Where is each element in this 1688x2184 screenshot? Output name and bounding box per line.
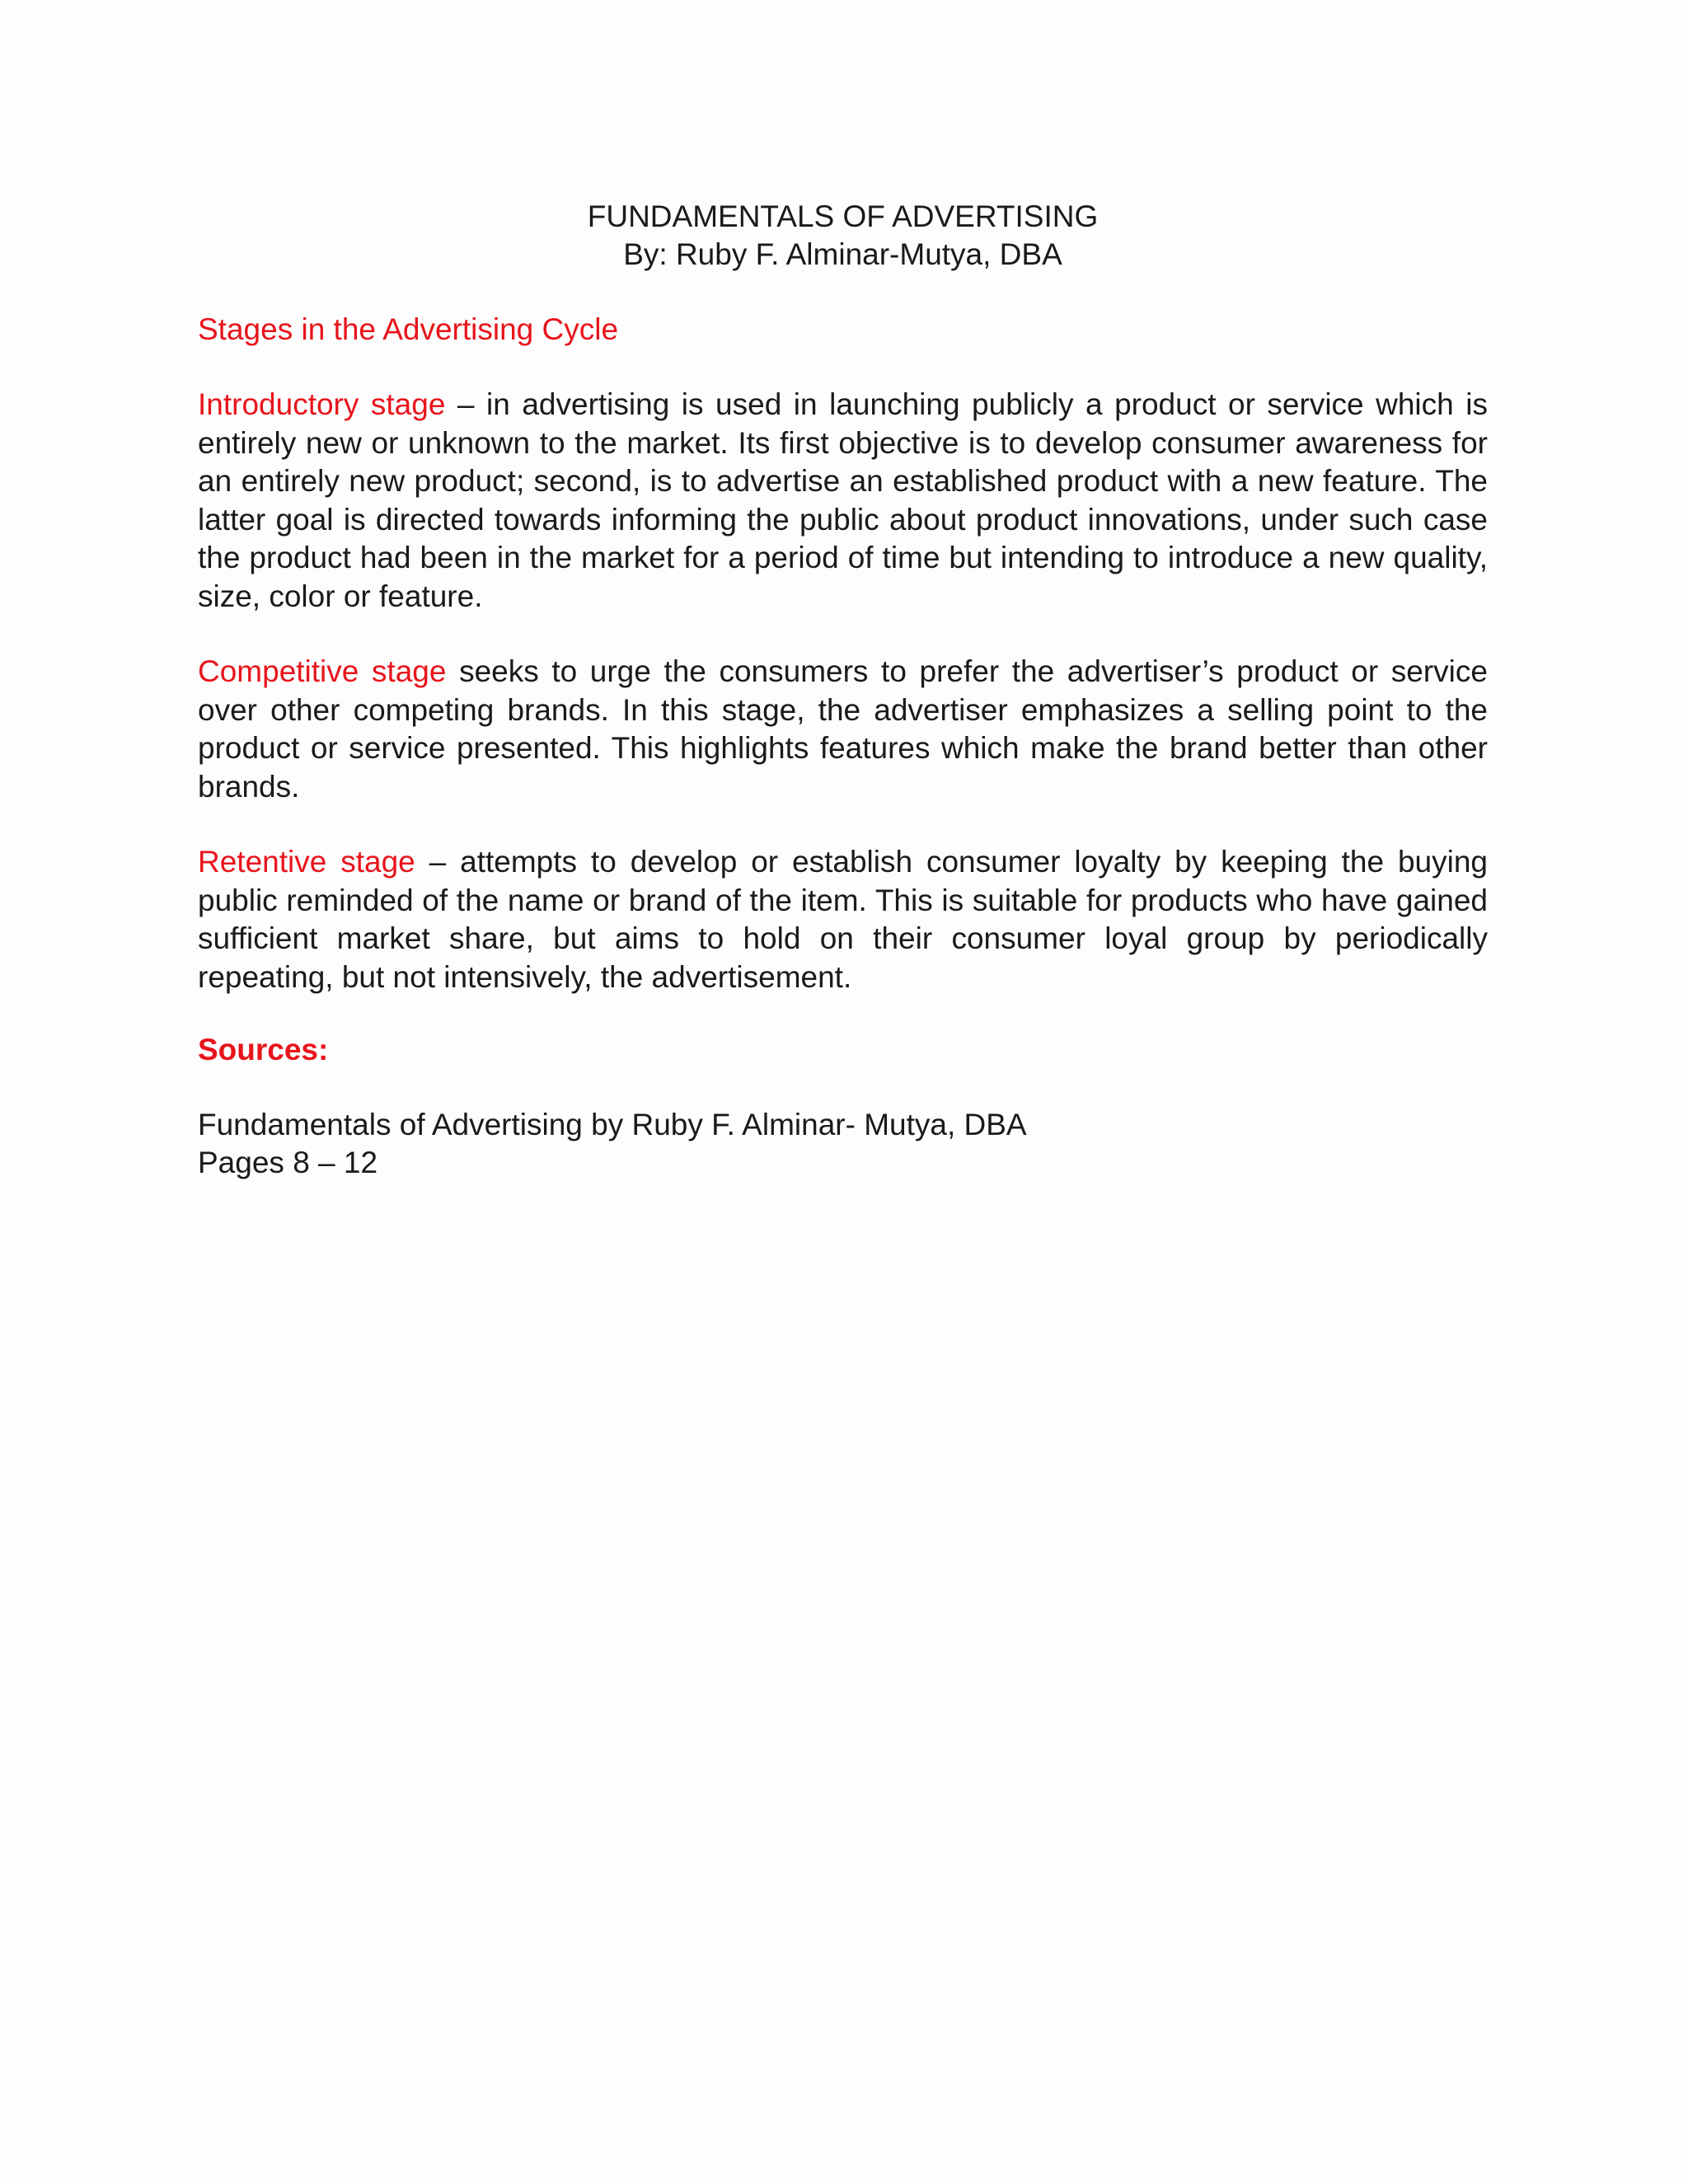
document-byline: By: Ruby F. Alminar-Mutya, DBA [623,237,1062,271]
term-competitive-stage: Competitive stage [198,654,447,688]
term-introductory-stage: Introductory stage [198,387,446,421]
source-item: Fundamentals of Advertising by Ruby F. Alminar- Mutya, DBA [198,1108,1027,1141]
document-header [198,198,1488,274]
paragraph-retentive-stage [198,843,1488,996]
sources-list [198,1106,1488,1182]
source-item: Pages 8 – 12 [198,1146,378,1179]
paragraph-competitive-stage [198,653,1488,806]
paragraph-text: seeks to urge the consumers to prefer the advertiser’s product or service over other competing brands. In this stage, the advertiser emphasizes a selling point to the product or service presented. This highlights features which make the brand better than other brands. [198,654,1488,804]
term-retentive-stage: Retentive stage [198,845,415,879]
section-heading: Stages in the Advertising Cycle [198,312,619,346]
paragraph-text: – attempts to develop or establish consumer loyalty by keeping the buying public reminded of the name or brand of the item. This is suitable for products who have gained sufficient market share, but aims to hold on their consumer loyal group by periodically repeating, but not intensively, the advertisement. [198,845,1488,994]
paragraph-text: – in advertising is used in launching publicly a product or service which is entirely new or unknown to the market. Its first objective is to develop consumer awareness for an entirely new product; second, is to advertise an established product with a new feature. The latter goal is directed towards informing the public about product innovations, under such case the product had been in the market for a period of time but intending to introduce a new quality, size, color or feature. [198,387,1488,613]
sources-heading: Sources: [198,1033,329,1066]
document-title: FUNDAMENTALS OF ADVERTISING [587,199,1099,233]
document-content [198,198,1488,1182]
paragraph-introductory-stage [198,386,1488,616]
